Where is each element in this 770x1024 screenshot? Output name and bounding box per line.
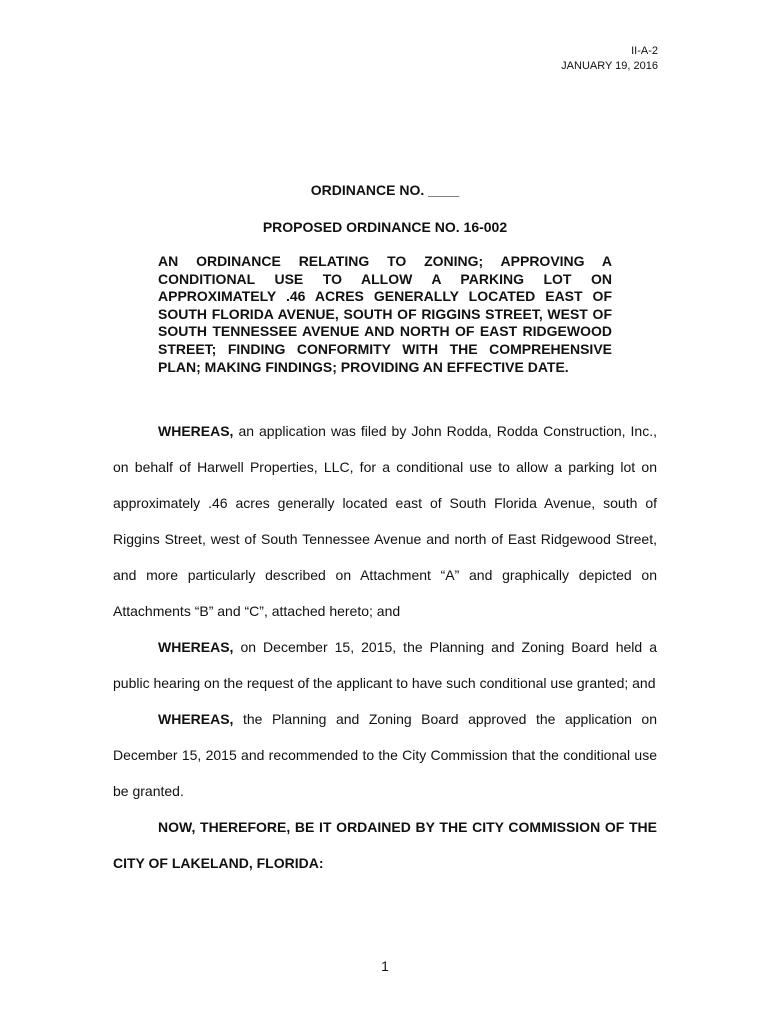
whereas-paragraph-3 [113, 701, 657, 809]
whereas-paragraph-1 [113, 413, 657, 629]
whereas-paragraph-2 [113, 629, 657, 701]
whereas-lead: WHEREAS, [158, 711, 234, 727]
document-header [561, 44, 658, 74]
whereas-lead: WHEREAS, [158, 639, 234, 655]
whereas-text: the Planning and Zoning Board approved the application on December 15, 2015 and recommended to the City Commission that the conditional use be granted. [113, 711, 657, 799]
whereas-text: an application was filed by John Rodda, Rodda Construction, Inc., on behalf of Harwell Properties, LLC, for a conditional use to allow a parking lot on approximately .46 acres generally located east of South Florida Avenue, south of Riggins Street, west of South Tennessee Avenue and north of East Ridgewood Street, and more particularly described on Attachment “A” and graphically depicted on Attachments “B” and “C”, attached hereto; and [113, 423, 657, 619]
whereas-lead: WHEREAS, [158, 423, 234, 439]
proposed-ordinance-title: PROPOSED ORDINANCE NO. 16-002 [262, 219, 508, 235]
now-therefore-clause: NOW, THEREFORE, BE IT ORDAINED BY THE CITY COMMISSION OF THE CITY OF LAKELAND, FLORIDA: [113, 819, 657, 871]
ordinance-caption: AN ORDINANCE RELATING TO ZONING; APPROVING A CONDITIONAL USE TO ALLOW A PARKING LOT ON APPROXIMATELY .46 ACRES GENERALLY LOCATED EAST OF SOUTH FLORIDA AVENUE, SOUTH OF RIGGINS STREET, WEST OF SOUTH TENNESSEE AVENUE AND NORTH OF EAST RIDGEWOOD STREET; FINDING CONFORMITY WITH THE COMPREHENSIVE PLAN; MAKING FINDINGS; PROVIDING AN EFFECTIVE DATE. [158, 253, 612, 375]
agenda-item-ref: II-A-2 [631, 45, 658, 57]
ordinance-body [113, 413, 657, 881]
ordinance-number-title: ORDINANCE NO. ____ [310, 182, 460, 198]
whereas-text: on December 15, 2015, the Planning and Zoning Board held a public hearing on the request of the applicant to have such conditional use granted; and [113, 639, 657, 691]
header-date: JANUARY 19, 2016 [561, 60, 658, 72]
page-number: 1 [381, 958, 389, 974]
